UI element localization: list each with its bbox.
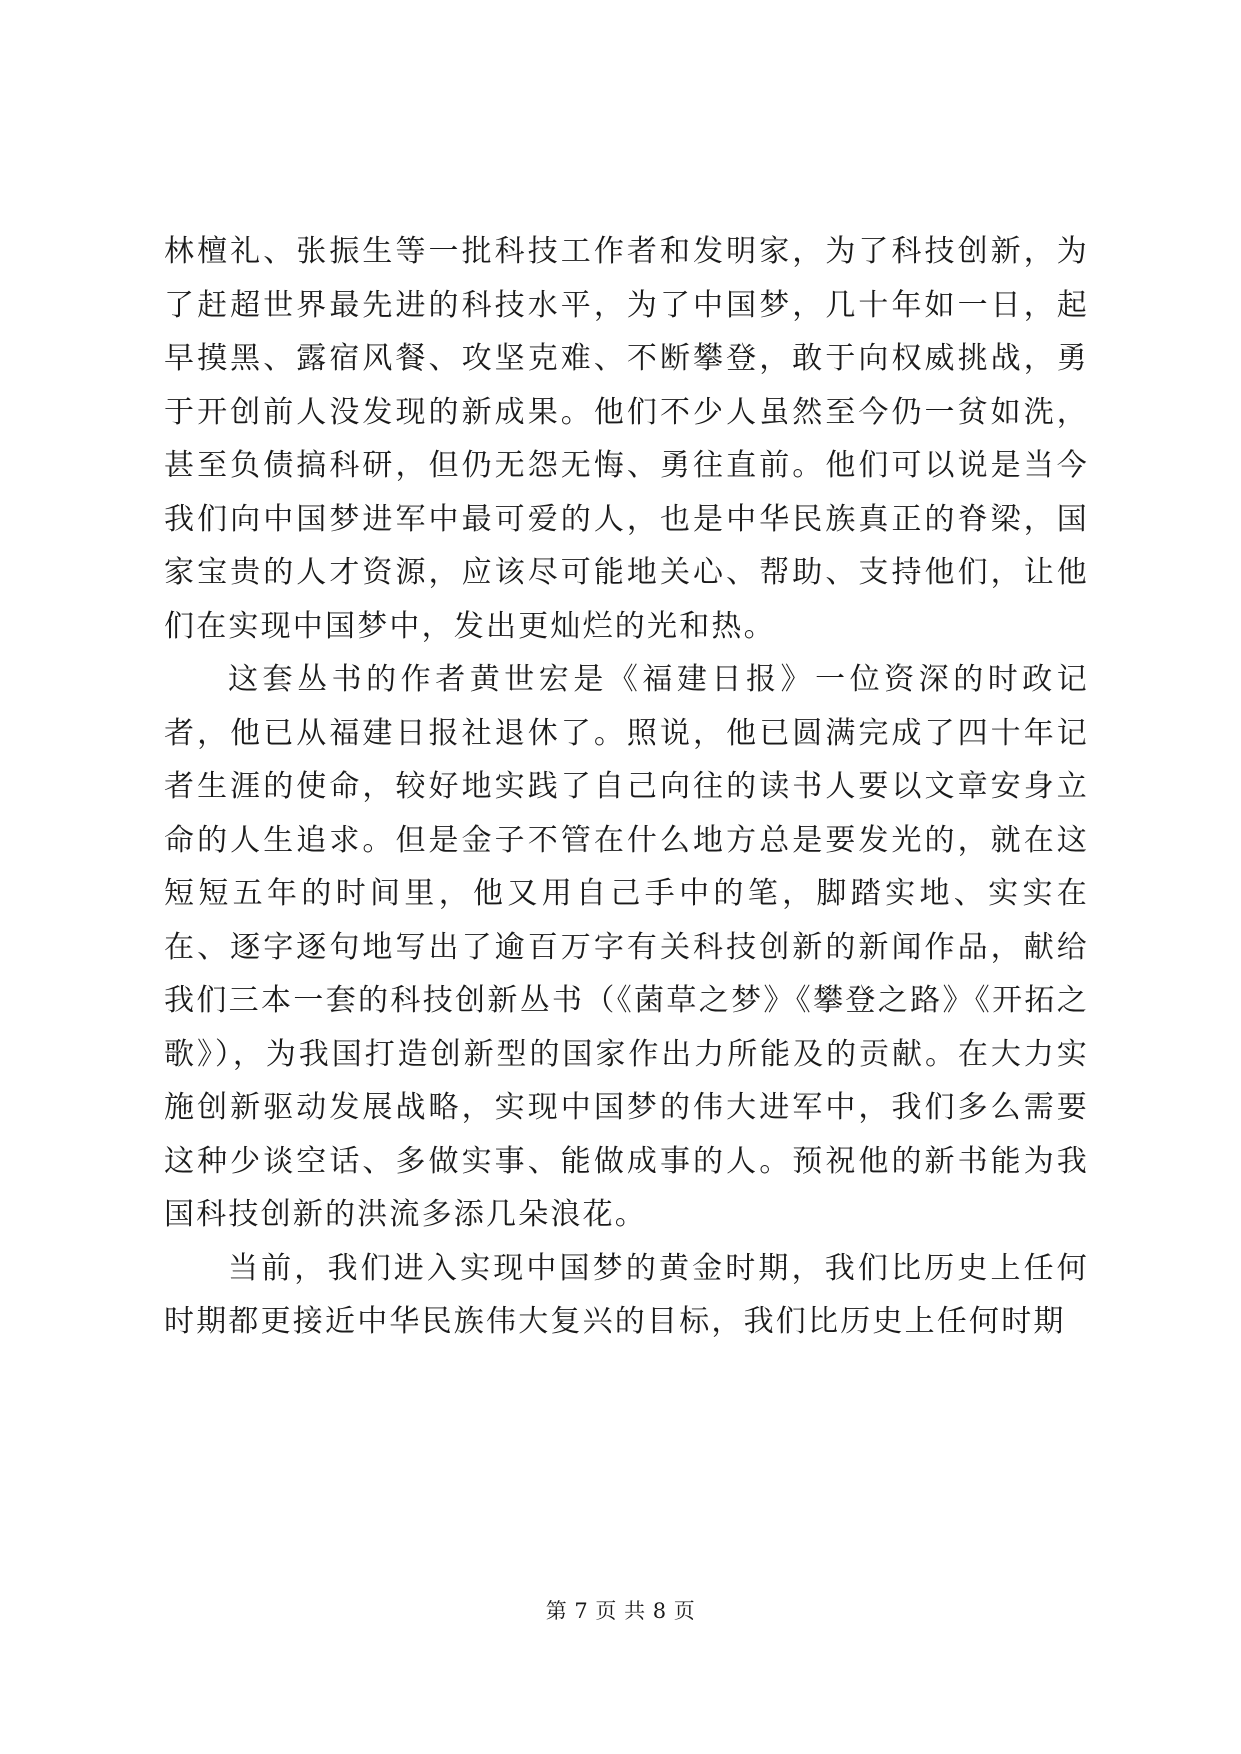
paragraph-2: 这套丛书的作者黄世宏是《福建日报》一位资深的时政记者，他已从福建日报社退休了。照说，他已圆满完成了四十年记者生涯的使命，较好地实践了自己向往的读书人要以文章安身立命的人生追求。但是金子不管在什么地方总是要发光的，就在这短短五年的时间里，他又用自己手中的笔，脚踏实地、实实在在、逐字逐句地写出了逾百万字有关科技创新的新闻作品，献给我们三本一套的科技创新丛书（《菌草之梦》《攀登之路》《开拓之歌》），为我国打造创新型的国家作出力所能及的贡献。在大力实施创新驱动发展战略，实现中国梦的伟大进军中，我们多么需要这种少谈空话、多做实事、能做成事的人。预祝他的新书能为我国科技创新的洪流多添几朵浪花。 xyxy=(164,662,1089,1232)
paragraph-3: 当前，我们进入实现中国梦的黄金时期，我们比历史上任何时期都更接近中华民族伟大复兴的目标，我们比历史上任何时期 xyxy=(164,1250,1089,1339)
document-body xyxy=(164,225,1089,1349)
page-footer: 第 7 页 共 8 页 xyxy=(545,1599,696,1623)
paragraph-1: 林檀礼、张振生等一批科技工作者和发明家，为了科技创新，为了赶超世界最先进的科技水平，为了中国梦，几十年如一日，起早摸黑、露宿风餐、攻坚克难、不断攀登，敢于向权威挑战，勇于开创前人没发现的新成果。他们不少人虽然至今仍一贫如洗，甚至负债搞科研，但仍无怨无悔、勇往直前。他们可以说是当今我们向中国梦进军中最可爱的人，也是中华民族真正的脊梁，国家宝贵的人才资源，应该尽可能地关心、帮助、支持他们，让他们在实现中国梦中，发出更灿烂的光和热。 xyxy=(164,234,1089,644)
